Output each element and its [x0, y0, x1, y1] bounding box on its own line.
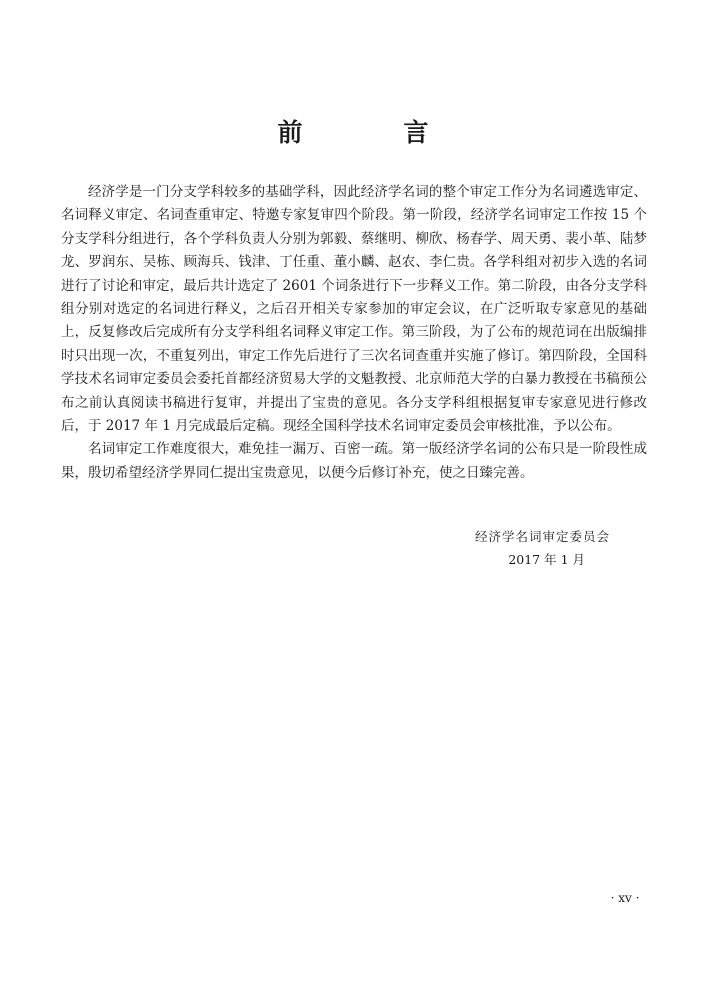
signature-date: 2017 年 1 月 — [508, 552, 585, 567]
signature-block — [440, 525, 640, 571]
signature-organization: 经济学名词审定委员会 — [474, 529, 610, 544]
paragraph-2: 名词审定工作难度很大，难免挂一漏万、百密一疏。第一版经济学名词的公布只是一阶段性成果，殷切希望经济学界同仁提出宝贵意见，以便今后修订补充，使之日臻完善。 — [61, 441, 647, 481]
page-title: 前 言 — [277, 118, 467, 147]
preface-body — [61, 181, 647, 485]
paragraph-1: 经济学是一门分支学科较多的基础学科，因此经济学名词的整个审定工作分为名词遴选审定、名词释义审定、名词查重审定、特邀专家复审四个阶段。第一阶段，经济学名词审定工作按 15 个分支学科分组进行，各个学科负责人分别为郭毅、蔡继明、柳欣、杨春学、周天勇、裴小革、陆梦龙、罗润东、吴栋、顾海兵、钱津、丁任重、董小麟、赵农、李仁贵。各学科组对初步入选的名词进行了讨论和审定，最后共计选定了 2601 个词条进行下一步释义工作。第二阶段，由各分支学科组分别对选定的名词进行释义，之后召开相关专家参加的审定会议，在广泛听取专家意见的基础上，反复修改后完成所有分支学科组名词释义审定工作。第三阶段，为了公布的规范词在出版编排时只出现一次，不重复列出，审定工作先后进行了三次名词查重并实施了修订。第四阶段，全国科学技术名词审定委员会委托首都经济贸易大学的文魁教授、北京师范大学的白暴力教授在书稿预公布之前认真阅读书稿进行复审，并提出了宝贵的意见。各分支学科组根据复审专家意见进行修改后，于 2017 年 1 月完成最后定稿。现经全国科学技术名词审定委员会审核批准，予以公布。 — [61, 184, 647, 435]
page-number: · xv · — [610, 891, 640, 905]
